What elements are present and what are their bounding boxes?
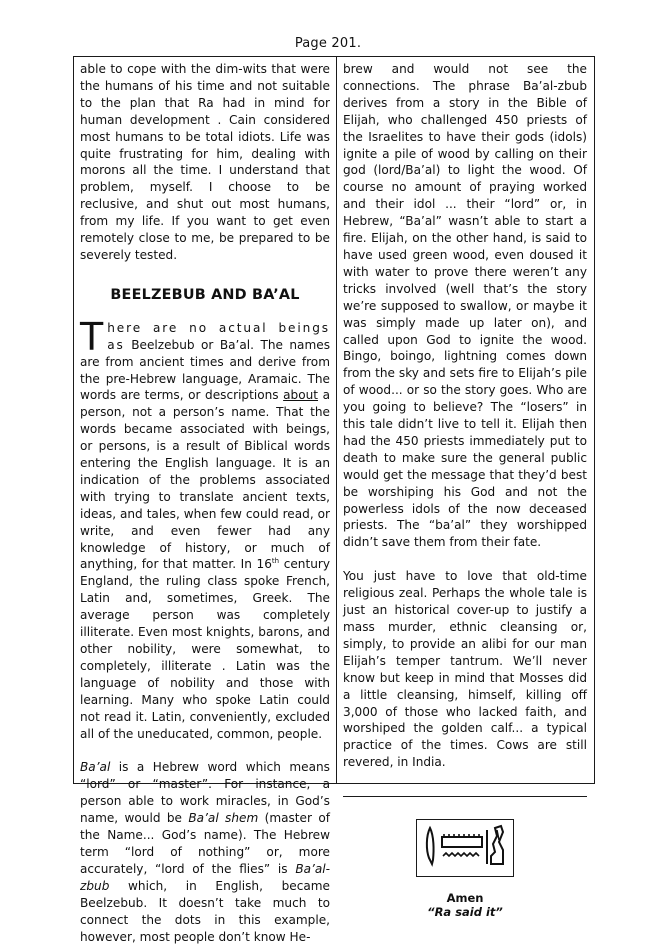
term-baal-zbub: Ba’al-zbub <box>80 861 330 893</box>
paragraph-intro <box>80 314 330 743</box>
intro-first-line: here are no actual beings as <box>107 320 330 352</box>
paragraph-religious-zeal: You just have to love that old-time religious zeal. Perhaps the whole tale is just an historical cover-up to justify a mass murder, ethnic cleansing or, simply, to provide an alibi for our man Elijah’s temper tantrum. We’ll never know but keep in mind that Mosses did a little cleansing, himself, killing off 3,000 of those who lacked faith, and worshiped the golden calf... a typical practice of the times. Cows are still revered, in India. <box>343 569 587 770</box>
baal-text-a: is a Hebrew word which means “lord” or “master”. For instance, a person able to work miracles, in God’s name, would be <box>80 760 330 826</box>
horizontal-rule <box>343 796 587 797</box>
intro-text-a: Beelzebub or Ba’al. The names are from ancient times and derive from the pre-Hebrew language, Aramaic. The words are terms, or descriptions <box>80 337 330 403</box>
paragraph-baal <box>80 759 330 945</box>
paragraph-cain: able to cope with the dim-wits that were the humans of his time and not suitable to the plan that Ra had in mind for human development . Cain considered most humans to be total idiots. Life was quite frustrating for him, dealing with morons all the time. I understand that problem, myself. I choose to be reclusive, and shut out most humans, from my life. If you want to get even remotely close to me, be prepared to be severely tested. <box>80 62 330 262</box>
baal-text-c: which, in English, became Beelzebub. It doesn’t take much to connect the dots in this example, however, most people don’t know He- <box>80 878 330 944</box>
intro-text-b: a person, not a person’s name. That the words became associated with beings, or persons, is a result of Biblical words entering the English language. It is an indication of the problems associated with trying to translate ancient texts, ideas, and tales, when few could read, or write, and even fewer had any knowledge of history, or much of anything, for that matter. In 16 <box>80 388 330 572</box>
amen-hieroglyph-icon <box>416 819 514 877</box>
paragraph-elijah: brew and would not see the connections. The phrase Ba’al-zbub derives from a story in the Bible of Elijah, who challenged 450 priests of the Israelites to have their gods (idols) ignite a pile of wood by calling on their god (lord/Ba’al) to light the wood. Of course no amount of praying worked and their idol ... their “lord” or, in Hebrew, “Ba’al” wasn’t able to start a fire. Elijah, on the other hand, is said to have used green wood, even doused it with water to prove there weren’t any tricks involved (well that’s the story we’re supposed to swallow, or maybe it was simply made up later on), and called upon God to ignite the wood. Bingo, boingo, lightning comes down from the sky and sets fire to Elijah’s pile of wood... or so the story goes. Who are you going to believe? The “losers” in this tale didn’t live to tell it. Elijah then had the 450 priests immediately put to death to make sure the general public would get the message that they’d best be worshiping his God and not the powerless idols of the now deceased priests. The “ba’al” they worshipped didn’t save them from their fate. <box>343 62 587 550</box>
right-column <box>343 61 587 919</box>
superscript: th <box>271 557 280 566</box>
drop-cap: T <box>80 314 104 359</box>
intro-text-c: century England, the ruling class spoke French, Latin and, sometimes, Greek. The average person was completely illiterate. Even most knights, barons, and other nobility, were somewhat, to completely, illiterate . Latin was the language of nobility and those with learning. Many who spoke Latin could not read it. Latin, conveniently, excluded all of the uneducated, common, people. <box>80 557 330 741</box>
figure-caption-subtitle: “Ra said it” <box>427 905 503 920</box>
column-divider <box>336 57 337 783</box>
term-baal-shem: Ba’al shem <box>188 811 259 826</box>
baal-text-b: (master of the Name... God’s name). The Hebrew term “lord of nothing” or, more accurately, “lord of the flies” is <box>80 811 330 876</box>
article-frame <box>73 56 595 944</box>
term-baal: Ba’al <box>80 760 111 775</box>
page-number: Page 201. <box>294 36 362 51</box>
underlined-word: about <box>283 388 319 403</box>
left-column <box>80 61 330 945</box>
figure-caption-title: Amen <box>446 891 484 906</box>
hieroglyph-glyphs <box>417 820 513 876</box>
section-heading: BEELZEBUB AND BA’AL <box>110 286 300 303</box>
